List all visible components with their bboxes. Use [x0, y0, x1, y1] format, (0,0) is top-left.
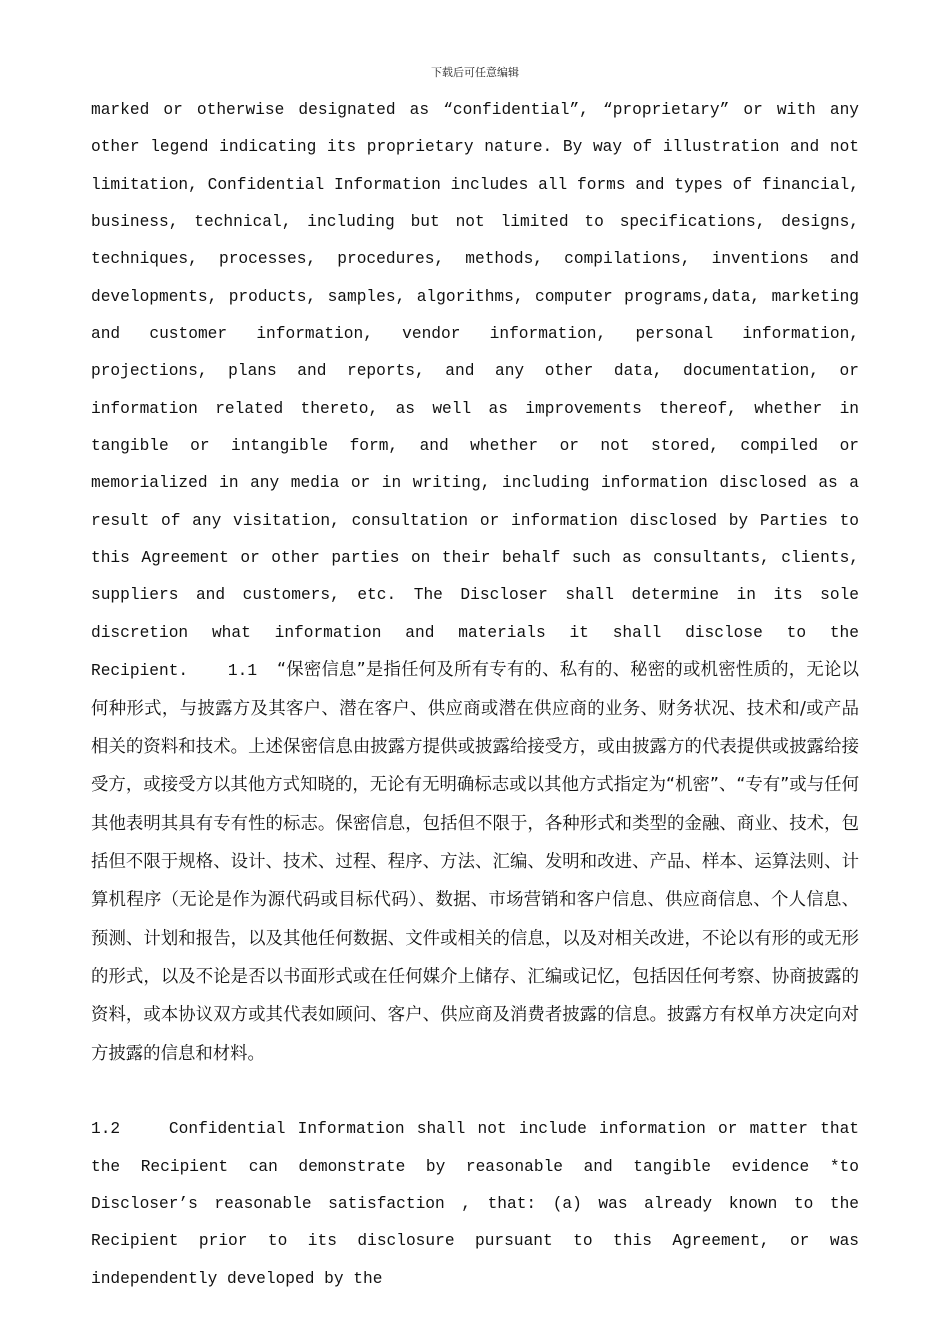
clause-1-2-english-text: Confidential Information shall not include information or matter that the Recipient can demonstrate by reasonable and tangible evidence *to Discloser’s reasonable satisfaction , that: (a) was already known to the Recipient prior to its disclosure pursuant to this Agreement, or was independently developed by the [91, 1120, 859, 1288]
clause-1-1-english-text: marked or otherwise designated as “confidential”, “proprietary” or with any other legend indicating its proprietary nature. By way of illustration and not limitation, Confidential Information includes all forms and types of financial, business, technical, including but not limited to specifications, designs, techniques, processes, procedures, methods, compilations, inventions and developments, products, samples, algorithms, computer programs,data, marketing and customer information, vendor information, personal information, projections, plans and reports, and any other data, documentation, or information related thereto, as well as improvements thereof, whether in tangible or intangible form, and whether or not stored, compiled or memorialized in any media or in writing, including information disclosed as a result of any visitation, consultation or information disclosed by Parties to this Agreement or other parties on their behalf such as consultants, clients, suppliers and customers, etc. The Discloser shall determine in its sole discretion what information and materials it shall disclose to the Recipient. [91, 101, 859, 681]
clause-1-2-number: 1.2 [91, 1120, 121, 1139]
clause-1-1 [91, 92, 859, 1074]
clause-1-1-chinese-text: “保密信息”是指任何及所有专有的、私有的、秘密的或机密性质的，无论以何种形式，与披露方及其客户、潜在客户、供应商或潜在供应商的业务、财务状况、技术和/或产品相关的资料和技术。上述保密信息由披露方提供或披露给接受方，或由披露方的代表提供或披露给接受方，或接受方以其他方式知晓的，无论有无明确标志或以其他方式指定为“机密”、“专有”或与任何其他表明其具有专有性的标志。保密信息，包括但不限于，各种形式和类型的金融、商业、技术，包括但不限于规格、设计、技术、过程、程序、方法、汇编、发明和改进、产品、样本、运算法则、计算机程序（无论是作为源代码或目标代码）、数据、市场营销和客户信息、供应商信息、个人信息、预测、计划和报告，以及其他任何数据、文件或相关的信息，以及对相关改进，不论以有形的或无形的形式，以及不论是否以书面形式或在任何媒介上储存、汇编或记忆，包括因任何考察、协商披露的资料，或本协议双方或其代表如顾问、客户、供应商及消费者披露的信息。披露方有权单方决定向对方披露的信息和材料。 [91, 660, 859, 1064]
paragraph-spacer [91, 1074, 859, 1111]
clause-1-2 [91, 1111, 859, 1298]
page-header-note: 下载后可任意编辑 [431, 66, 519, 79]
document-body [91, 92, 859, 1298]
clause-1-1-number: 1.1 [227, 662, 258, 681]
